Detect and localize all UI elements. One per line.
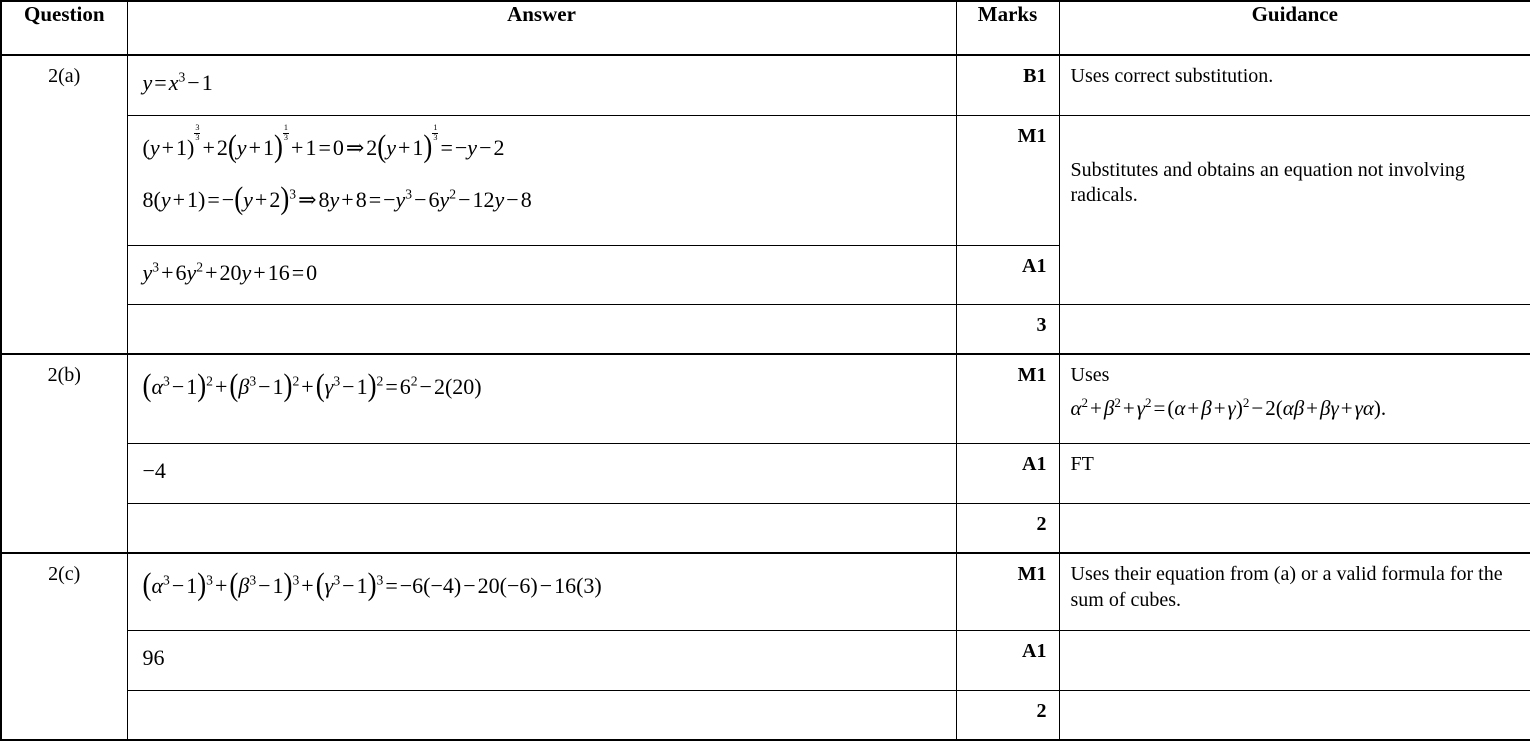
answer-math: $(\alpha^3-1)^3+(\beta^3-1)^3+(\gamma^3-1)^3=-6(-4)-20(-6)-16(3)$ (142, 566, 602, 602)
marks-cell (956, 55, 1059, 115)
marks-value: A1 (1022, 254, 1047, 277)
column-header-question: Question (1, 1, 127, 55)
table-row (1, 631, 1530, 691)
marks-cell (956, 553, 1059, 631)
table-row (1, 444, 1530, 504)
marks-value: A1 (1022, 640, 1047, 663)
table-row (1, 553, 1530, 631)
answer-math: (y+1) $^{\frac{3}{3}}$ +2(y+1) $^{\frac{1}{3}}$ +1=0⇒2(y+1) $^{\frac{1}{3}}$ =−y−2 (142, 123, 505, 164)
guidance-text: Uses (1070, 364, 1110, 387)
marks-total-cell (956, 503, 1059, 553)
answer-cell (127, 245, 956, 305)
answer-math: $8(y+1)=-(y+2)^3\Rightarrow 8y+8=-y^3-6y^2-12y-8$ (142, 180, 532, 216)
guidance-text: Uses their equation from (a) or a valid formula for the sum of cubes. (1070, 562, 1503, 611)
question-label: 2(c) (48, 562, 81, 585)
answer-cell (127, 553, 956, 631)
guidance-cell (1059, 354, 1530, 443)
marks-value: M1 (1017, 124, 1047, 147)
table-body (1, 55, 1530, 740)
marks-total-cell (956, 305, 1059, 355)
header-row (1, 1, 1530, 55)
marks-value: A1 (1022, 453, 1047, 476)
answer-cell (127, 55, 956, 115)
guidance-text (1060, 631, 1530, 645)
guidance-text: Substitutes and obtains an equation not involving radicals. (1070, 158, 1465, 207)
marks-cell (956, 115, 1059, 245)
column-header-answer: Answer (127, 1, 956, 55)
guidance-cell (1059, 690, 1530, 740)
marks-cell (956, 354, 1059, 443)
guidance-text: Uses correct substitution. (1070, 65, 1274, 87)
table-row (1, 354, 1530, 443)
answer-cell (127, 115, 956, 245)
question-label-cell (1, 55, 127, 354)
answer-math: −4 (142, 458, 166, 484)
answer-math: 96 (142, 645, 165, 671)
table-row (1, 115, 1530, 245)
marks-value: B1 (1023, 65, 1047, 87)
table-row (1, 55, 1530, 115)
column-header-guidance: Guidance (1059, 1, 1530, 55)
guidance-math: $\alpha^2+\beta^2+\gamma^2=(\alpha+\beta+\gamma)^2-2(\alpha\beta+\beta\gamma+\gamma\alpha)$. (1070, 394, 1387, 420)
guidance-cell (1059, 444, 1530, 504)
answer-cell (127, 631, 956, 691)
guidance-text: FT (1070, 453, 1094, 476)
question-label: 2(a) (48, 65, 81, 87)
guidance-cell (1059, 305, 1530, 355)
answer-cell (127, 444, 956, 504)
answer-cell (127, 690, 956, 740)
marks-total: 3 (1036, 314, 1047, 337)
marks-cell (956, 444, 1059, 504)
table-row (1, 305, 1530, 355)
table-header (1, 1, 1530, 55)
marks-total-cell (956, 690, 1059, 740)
guidance-cell (1059, 553, 1530, 631)
guidance-cell (1059, 55, 1530, 115)
guidance-cell (1059, 631, 1530, 691)
table-row (1, 503, 1530, 553)
marks-total: 2 (1036, 512, 1047, 535)
question-label-cell (1, 354, 127, 553)
guidance-cell (1059, 115, 1530, 304)
column-header-marks: Marks (956, 1, 1059, 55)
answer-cell (127, 305, 956, 355)
answer-cell (127, 354, 956, 443)
answer-cell (127, 503, 956, 553)
table-row (1, 690, 1530, 740)
answer-math: $y^3+6y^2+20y+16=0$ (142, 259, 318, 285)
marks-cell (956, 631, 1059, 691)
marks-cell (956, 245, 1059, 305)
marks-value: M1 (1017, 364, 1047, 387)
marks-value: M1 (1017, 562, 1047, 585)
answer-math: $(\alpha^3-1)^2+(\beta^3-1)^2+(\gamma^3-1)^2=6^2-2(20)$ (142, 367, 482, 403)
question-label-cell (1, 553, 127, 740)
guidance-cell (1059, 503, 1530, 553)
marks-total: 2 (1036, 699, 1047, 722)
question-label: 2(b) (47, 364, 81, 387)
answer-math: $y=x^3-1$ (142, 69, 213, 95)
